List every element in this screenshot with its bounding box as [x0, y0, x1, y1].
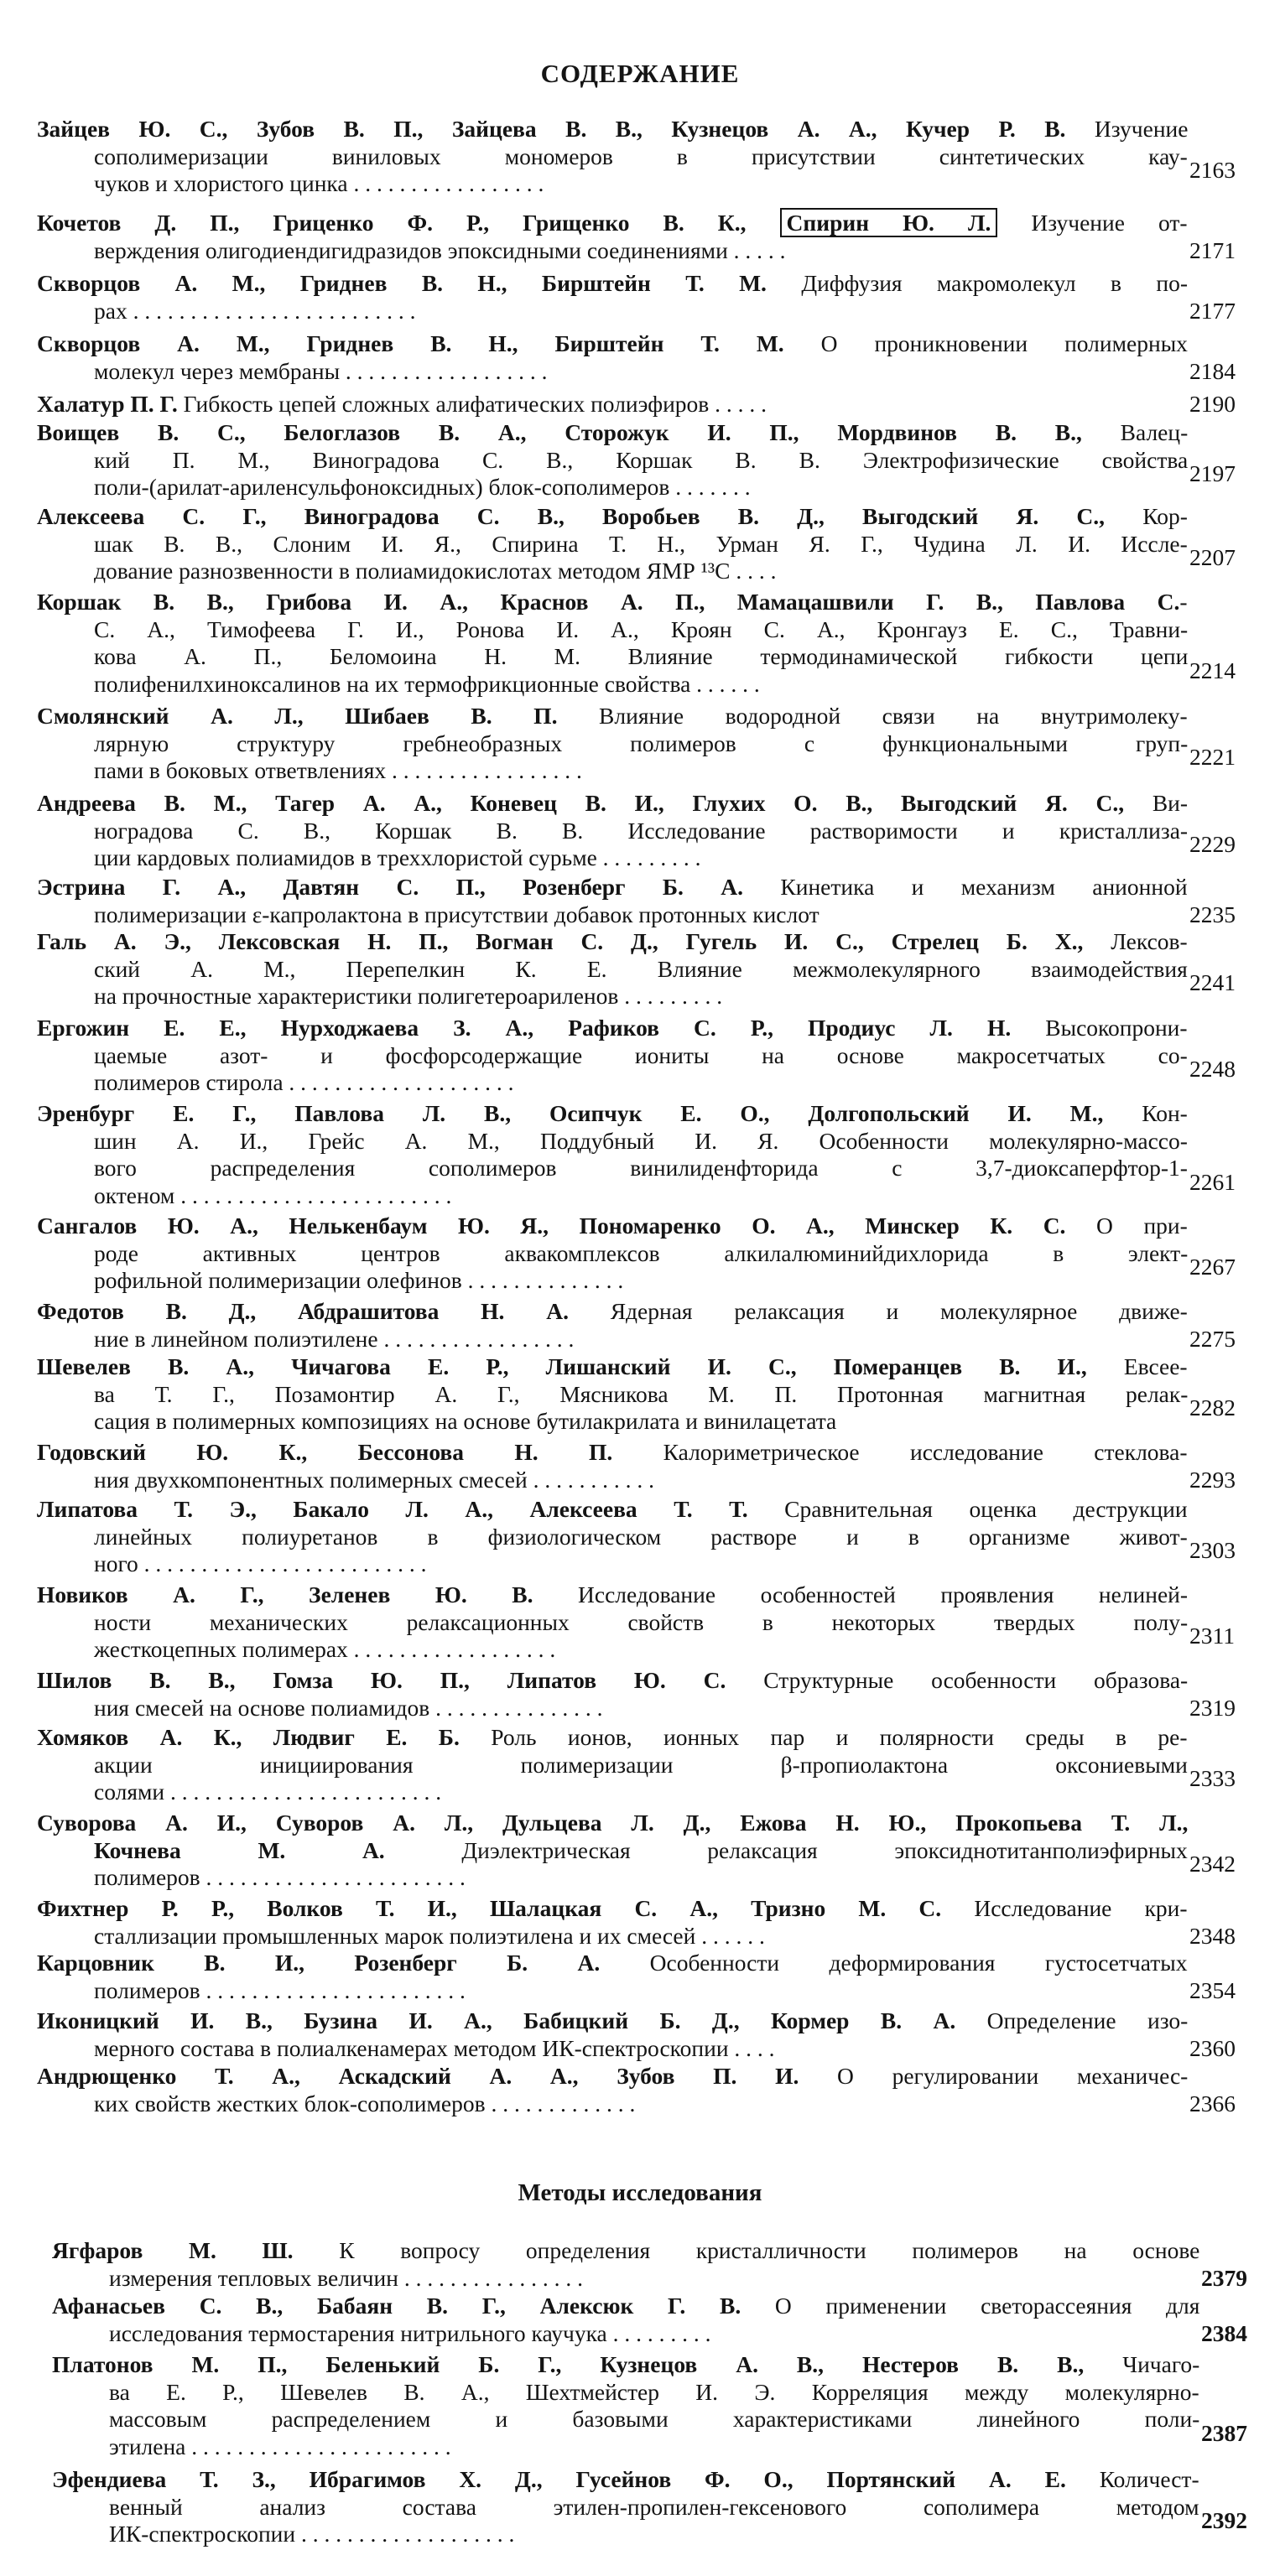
toc-entry-title-text: сополимеризации виниловых мономеров в присутствии синтетических кау-: [94, 143, 1188, 169]
toc-entry-page-number: 2333: [1189, 1764, 1236, 1791]
toc-entry-title-text: Кинетика и механизм анионной: [780, 874, 1188, 900]
toc-entry-title-text: пами в боковых ответвлениях . . . . . . . . . . . . . . . . .: [94, 757, 582, 784]
toc-entry-title-text: Диэлектрическая релаксация эпоксиднотитанполиэфирных: [461, 1836, 1188, 1863]
toc-entry-title-text: рах . . . . . . . . . . . . . . . . . . . . . . . . .: [94, 297, 416, 324]
toc-entry-page-number: 2214: [1189, 657, 1236, 683]
toc-entry-title-text: Кор-: [1142, 503, 1188, 529]
toc-entry-title-text: Роль ионов, ионных пар и полярности среды в ре-: [491, 1724, 1188, 1750]
deceased-author-box: Спирин Ю. Л.: [780, 208, 998, 237]
toc-entry-page-number: 2282: [1189, 1394, 1236, 1420]
toc-entry-authors: Эфендиева Т. З., Ибрагимов Х. Д., Гусейнов Ф. О., Портянский А. Е.: [52, 2466, 1100, 2492]
toc-entry-authors: Смолянский А. Л., Шибаев В. П.: [37, 703, 600, 729]
toc-entry-page-number: 2342: [1189, 1850, 1236, 1877]
toc-entry-title-text: О регулировании механичес-: [837, 2063, 1189, 2089]
toc-entry-line: [52, 2351, 1199, 2378]
toc-entry-page-number: 2275: [1189, 1325, 1236, 1352]
toc-entry-title-text: роде активных центров аквакомплексов алкилалюминийдихлорида в элект-: [94, 1239, 1189, 1266]
toc-entry-title-text: Изучение: [1094, 116, 1189, 142]
toc-entry-title-text: ции кардовых полиамидов в треххлористой сурьме . . . . . . . . .: [94, 844, 701, 871]
toc-entry-title-text: полимеров . . . . . . . . . . . . . . . . . . . . . . .: [94, 1976, 466, 2003]
toc-entry-authors: Платонов М. П., Беленький Б. Г., Кузнецов А. В., Нестеров В. В.,: [52, 2351, 1123, 2377]
toc-entry-title-text: Лексов-: [1111, 928, 1188, 954]
toc-entry-title-text: О проникновении полимерных: [820, 330, 1188, 356]
toc-entry-authors: Эстрина Г. А., Давтян С. П., Розенберг Б. А.: [37, 874, 781, 900]
toc-entry-page-number: 2360: [1189, 2034, 1236, 2061]
toc-entry-title-text: О при-: [1096, 1213, 1188, 1239]
toc-entry-title-text: рофильной полимеризации олефинов . . . . . . . . . . . . . .: [94, 1267, 624, 1294]
toc-entry-line: [109, 2379, 1199, 2406]
toc-entry-title-text: линейных полиуретанов в физиологическом растворе и в организме живот-: [94, 1523, 1188, 1550]
toc-entry-title-text: на прочностные характеристики полигетероариленов . . . . . . . . .: [94, 983, 723, 1010]
toc-entry-title-text: ноградова С. В., Коршак В. В. Исследование растворимости и кристаллиза-: [94, 817, 1189, 844]
toc-entry-authors: Сангалов Ю. А., Нелькенбаум Ю. Я., Пономаренко О. А., Минскер К. С.: [37, 1213, 1097, 1239]
toc-entry-page-number: 2221: [1189, 743, 1236, 770]
toc-entry-page-number: 2319: [1189, 1694, 1236, 1721]
toc-entry-title-text: К вопросу определения кристалличности полимеров на основе: [339, 2237, 1200, 2263]
toc-entry-title-text: полимеризации ε-капролактона в присутствии добавок протонных кислот: [94, 901, 820, 927]
toc-entry-page-number: 2311: [1189, 1622, 1235, 1649]
toc-entry-authors: Карцовник В. И., Розенберг Б. А.: [37, 1950, 650, 1976]
toc-entry-title-text: С. А., Тимофеева Г. И., Ронова И. А., Кроян С. А., Кронгауз Е. С., Травни-: [94, 615, 1189, 642]
toc-entry-title-text: шак В. В., Слоним И. Я., Спирина Т. Н., Урман Я. Г., Чудина Л. И. Иссле-: [94, 530, 1188, 557]
toc-entry-authors: Скворцов А. М., Гриднев В. Н., Бирштейн Т. М.: [37, 330, 821, 356]
toc-entry-title-text: Евсее-: [1123, 1353, 1188, 1379]
toc-entry-title-text: венный анализ состава этилен-пропилен-гексенового сополимера методом: [109, 2493, 1199, 2520]
toc-entry-page-number: 2248: [1189, 1055, 1236, 1082]
toc-entry-line: [52, 2293, 1199, 2319]
toc-entry-line: [109, 2320, 710, 2347]
toc-entry-authors: Липатова Т. Э., Бакало Л. А., Алексеева Т. Т.: [37, 1496, 785, 1522]
toc-entry-authors: Годовский Ю. К., Бессонова Н. П.: [37, 1439, 663, 1465]
toc-entry-title-text: Калориметрическое исследование стеклова-: [663, 1439, 1188, 1465]
toc-entry-title-text: Сравнительная оценка деструкции: [784, 1496, 1188, 1522]
toc-entry-page-number: 2387: [1201, 2419, 1247, 2446]
toc-entry-authors: Афанасьев С. В., Бабаян В. Г., Алексюк Г. В.: [52, 2293, 775, 2319]
toc-entry-title-text: лярную структуру гребнеобразных полимеров с функциональными груп-: [94, 730, 1189, 756]
toc-entry-title-text: Исследование кри-: [974, 1895, 1188, 1921]
toc-entry-title-text: -: [1179, 589, 1188, 615]
toc-entry-authors: Шевелев В. А., Чичагова Е. Р., Лишанский И. С., Померанцев В. И.,: [37, 1353, 1124, 1379]
toc-entry-page-number: 2379: [1201, 2264, 1247, 2291]
toc-entry-authors: Галь А. Э., Лексовская Н. П., Вогман С. Д., Гугель И. С., Стрелец Б. Х.,: [37, 928, 1111, 954]
toc-entry-page-number: 2384: [1201, 2319, 1247, 2346]
toc-entry-title-text: ский А. М., Перепелкин К. Е. Влияние межмолекулярного взаимодействия: [94, 955, 1188, 982]
toc-entry-line: [109, 2521, 514, 2547]
toc-entry-title-text: чуков и хлористого цинка . . . . . . . . . . . . . . . . .: [94, 170, 544, 197]
toc-entry-page-number: 2197: [1189, 460, 1236, 486]
toc-entry-title-text: октеном . . . . . . . . . . . . . . . . . . . . . . . .: [94, 1182, 452, 1208]
toc-entry-title-text: Кон-: [1142, 1100, 1188, 1126]
toc-entry-authors: Скворцов А. М., Гриднев В. Н., Бирштейн Т. М.: [37, 270, 802, 296]
toc-entry-page-number: 2392: [1201, 2506, 1247, 2533]
toc-entry-title-text: полимеров . . . . . . . . . . . . . . . . . . . . . . .: [94, 1864, 466, 1891]
toc-entry-line: [52, 2466, 1199, 2493]
toc-entry-title-text: Изучение от-: [1031, 210, 1188, 236]
toc-entry-authors: Новиков А. Г., Зеленев Ю. В.: [37, 1581, 578, 1607]
toc-entry-authors: Фихтнер Р. Р., Волков Т. И., Шалацкая С. А., Тризно М. С.: [37, 1895, 975, 1921]
toc-entry-title-text: Исследование особенностей проявления нелиней-: [578, 1581, 1189, 1607]
toc-entry-title-text: Чичаго-: [1122, 2351, 1200, 2377]
toc-entry-authors: Эренбург Е. Г., Павлова Л. В., Осипчук Е. О., Долгопольский И. М.,: [37, 1100, 1142, 1126]
toc-entry-title-text: ва Е. Р., Шевелев В. А., Шехтмейстер И. Э. Корреляция между молекулярно-: [109, 2378, 1199, 2405]
toc-entry-title-text: ния смесей на основе полиамидов . . . . . . . . . . . . . . .: [94, 1694, 603, 1721]
toc-entry-page-number: 2303: [1189, 1536, 1236, 1563]
toc-entry-page-number: 2293: [1189, 1466, 1236, 1493]
toc-entry-page-number: 2171: [1189, 236, 1236, 263]
toc-entry-authors: Воищев В. С., Белоглазов В. А., Сторожук И. П., Мордвинов В. В.,: [37, 419, 1121, 445]
toc-entry-line: [52, 2237, 1199, 2264]
methods-section-heading: Методы исследования: [518, 2179, 762, 2206]
toc-entry-authors: Андрющенко Т. А., Аскадский А. А., Зубов П. И.: [37, 2063, 838, 2089]
contents-heading: СОДЕРЖАНИЕ: [540, 59, 740, 88]
toc-entry-page-number: 2261: [1189, 1168, 1236, 1195]
toc-entry-page-number: 2348: [1189, 1922, 1236, 1949]
toc-entry-title-text: ких свойств жестких блок-сополимеров . . . . . . . . . . . . .: [94, 2090, 636, 2116]
toc-entry-title-text: ИК-спектроскопии . . . . . . . . . . . . . . . . . . .: [109, 2521, 515, 2547]
toc-entry-title-text: сталлизации промышленных марок полиэтилена и их смесей . . . . . .: [94, 1922, 765, 1949]
toc-entry-line: [109, 2494, 1199, 2521]
toc-entry-title-text: кова А. П., Беломоина Н. М. Влияние термодинамической гибкости цепи: [94, 643, 1189, 670]
toc-entry-title-text: исследования термостарения нитрильного каучука . . . . . . . . .: [109, 2319, 711, 2346]
toc-entry-title-text: мерного состава в полиалкенамерах методом ИК-спектроскопии . . . .: [94, 2034, 775, 2061]
toc-entry-authors: Суворова А. И., Суворов А. Л., Дульцева Л. Д., Ежова Н. Ю., Прокопьева Т. Л.,: [37, 1810, 1189, 1836]
toc-entry-authors: Ергожин Е. Е., Нурходжаева З. А., Рафиков С. Р., Продиус Л. Н.: [37, 1015, 1046, 1041]
toc-entry-title-text: Валец-: [1120, 419, 1189, 445]
toc-entry-title-text: верждения олигодиендигидразидов эпоксидными соединениями . . . . .: [94, 236, 786, 263]
toc-entry-title-text: Ядерная релаксация и молекулярное движе-: [610, 1298, 1188, 1324]
toc-entry-authors: Халатур П. Г.: [37, 391, 184, 417]
toc-entry-title-text: ности механических релаксационных свойств в некоторых твердых полу-: [94, 1608, 1189, 1635]
toc-entry-title-text: полимеров стирола . . . . . . . . . . . . . . . . . . . .: [94, 1069, 514, 1096]
toc-entry-page-number: 2241: [1189, 969, 1236, 995]
toc-entry-authors: Алексеева С. Г., Виноградова С. В., Воробьев В. Д., Выгодский Я. С.,: [37, 503, 1143, 529]
toc-entry-title-text: Структурные особенности образова-: [763, 1667, 1189, 1693]
toc-entry-line: [109, 2406, 1199, 2433]
toc-entry-page-number: 2184: [1189, 357, 1236, 384]
toc-entry-authors: Кочетов Д. П., Гриценко Ф. Р., Грищенко В. К., Спирин Ю. Л.: [37, 208, 1031, 237]
toc-entry-authors: Коршак В. В., Грибова И. А., Краснов А. П., Мамацашвили Г. В., Павлова С.: [37, 589, 1180, 615]
toc-entry-line: [109, 2265, 583, 2292]
toc-entry-title-text: ва Т. Г., Позамонтир А. Г., Мясникова М. П. Протонная магнитная релак-: [94, 1380, 1189, 1407]
toc-entry-title-text: молекул через мембраны . . . . . . . . . . . . . . . . . .: [94, 357, 548, 384]
toc-entry-title-text: ного . . . . . . . . . . . . . . . . . . . . . . . . .: [94, 1550, 427, 1577]
toc-entry-page-number: 2354: [1189, 1976, 1236, 2003]
toc-entry-title-text: Диффузия макромолекул в по-: [801, 270, 1189, 296]
toc-entry-authors: Андреева В. М., Тагер А. А., Коневец В. И., Глухих О. В., Выгодский Я. С.,: [37, 790, 1153, 816]
toc-entry-title-text: массовым распределением и базовыми характеристиками линейного поли-: [109, 2406, 1200, 2433]
toc-entry-title-text: жесткоцепных полимерах . . . . . . . . . . . . . . . . . .: [94, 1636, 556, 1663]
toc-entry-page-number: 2229: [1189, 830, 1236, 857]
toc-entry-authors: Шилов В. В., Гомза Ю. П., Липатов Ю. С.: [37, 1667, 764, 1693]
toc-entry-title-text: вого распределения сополимеров винилиденфторида с 3,7-диоксаперфтор-1-: [94, 1155, 1188, 1182]
toc-entry-title-text: Гибкость цепей сложных алифатических полиэфиров . . . . .: [183, 391, 767, 417]
toc-entry-title-text: полифенилхиноксалинов на их термофрикционные свойства . . . . . .: [94, 670, 760, 697]
toc-entry-authors: Хомяков А. К., Людвиг Е. Б.: [37, 1724, 492, 1750]
toc-entry-title-text: Влияние водородной связи на внутримолеку-: [599, 703, 1188, 729]
toc-entry-authors: Зайцев Ю. С., Зубов В. П., Зайцева В. В., Кузнецов А. А., Кучер Р. В.: [37, 116, 1095, 142]
toc-entry-title-text: Количест-: [1099, 2466, 1199, 2492]
toc-entry-authors: Ягфаров М. Ш.: [52, 2237, 340, 2263]
toc-entry-title-text: акции инициирования полимеризации β-пропиолактона оксониевыми: [94, 1751, 1188, 1778]
toc-entry-page-number: 2177: [1189, 297, 1236, 324]
toc-entry-title-text: ние в линейном полиэтилене . . . . . . . . . . . . . . . . .: [94, 1325, 575, 1352]
toc-entry-title-text: этилена . . . . . . . . . . . . . . . . . . . . . . .: [109, 2433, 451, 2459]
toc-entry-authors: Кочнева М. А.: [94, 1836, 462, 1863]
toc-entry-title-text: О применении светорассеяния для: [774, 2293, 1200, 2319]
toc-entry-title-text: измерения тепловых величин . . . . . . . . . . . . . . . .: [109, 2264, 583, 2291]
toc-entry-title-text: Определение изо-: [986, 2007, 1189, 2033]
toc-entry-title-text: кий П. М., Виноградова С. В., Коршак В. В. Электрофизические свойства: [94, 446, 1189, 473]
toc-entry-title-text: дование разнозвенности в полиамидокислотах методом ЯМР ¹³С . . . .: [94, 558, 777, 584]
toc-entry-authors: Федотов В. Д., Абдрашитова Н. А.: [37, 1298, 611, 1324]
toc-entry-title-text: поли-(арилат-ариленсульфоноксидных) блок-сополимеров . . . . . . .: [94, 474, 751, 501]
toc-entry-page-number: 2190: [1189, 391, 1236, 417]
toc-entry-title-text: ния двухкомпонентных полимерных смесей . . . . . . . . . . .: [94, 1466, 654, 1493]
toc-entry-title-text: сация в полимерных композициях на основе бутилакрилата и винилацетата: [94, 1408, 837, 1435]
toc-entry-title-text: цаемые азот- и фосфорсодержащие иониты на основе макросетчатых со-: [94, 1041, 1188, 1068]
toc-entry-title-text: Особенности деформирования густосетчатых: [649, 1950, 1188, 1976]
toc-entry-authors: Иконицкий И. В., Бузина И. А., Бабицкий Б. Д., Кормер В. А.: [37, 2007, 987, 2033]
toc-entry-page-number: 2163: [1189, 156, 1236, 183]
toc-entry-title-text: солями . . . . . . . . . . . . . . . . . . . . . . . .: [94, 1779, 442, 1805]
toc-entry-page-number: 2366: [1189, 2090, 1236, 2116]
toc-entry-title-text: Высокопрони-: [1045, 1015, 1188, 1041]
toc-entry-page-number: 2235: [1189, 901, 1236, 927]
toc-entry-title-text: Ви-: [1152, 790, 1189, 816]
toc-entry-line: [109, 2433, 451, 2460]
toc-entry-page-number: 2207: [1189, 543, 1236, 570]
toc-entry-page-number: 2267: [1189, 1253, 1236, 1280]
toc-entry-title-text: шин А. И., Грейс А. М., Поддубный И. Я. Особенности молекулярно-массо-: [94, 1127, 1188, 1154]
